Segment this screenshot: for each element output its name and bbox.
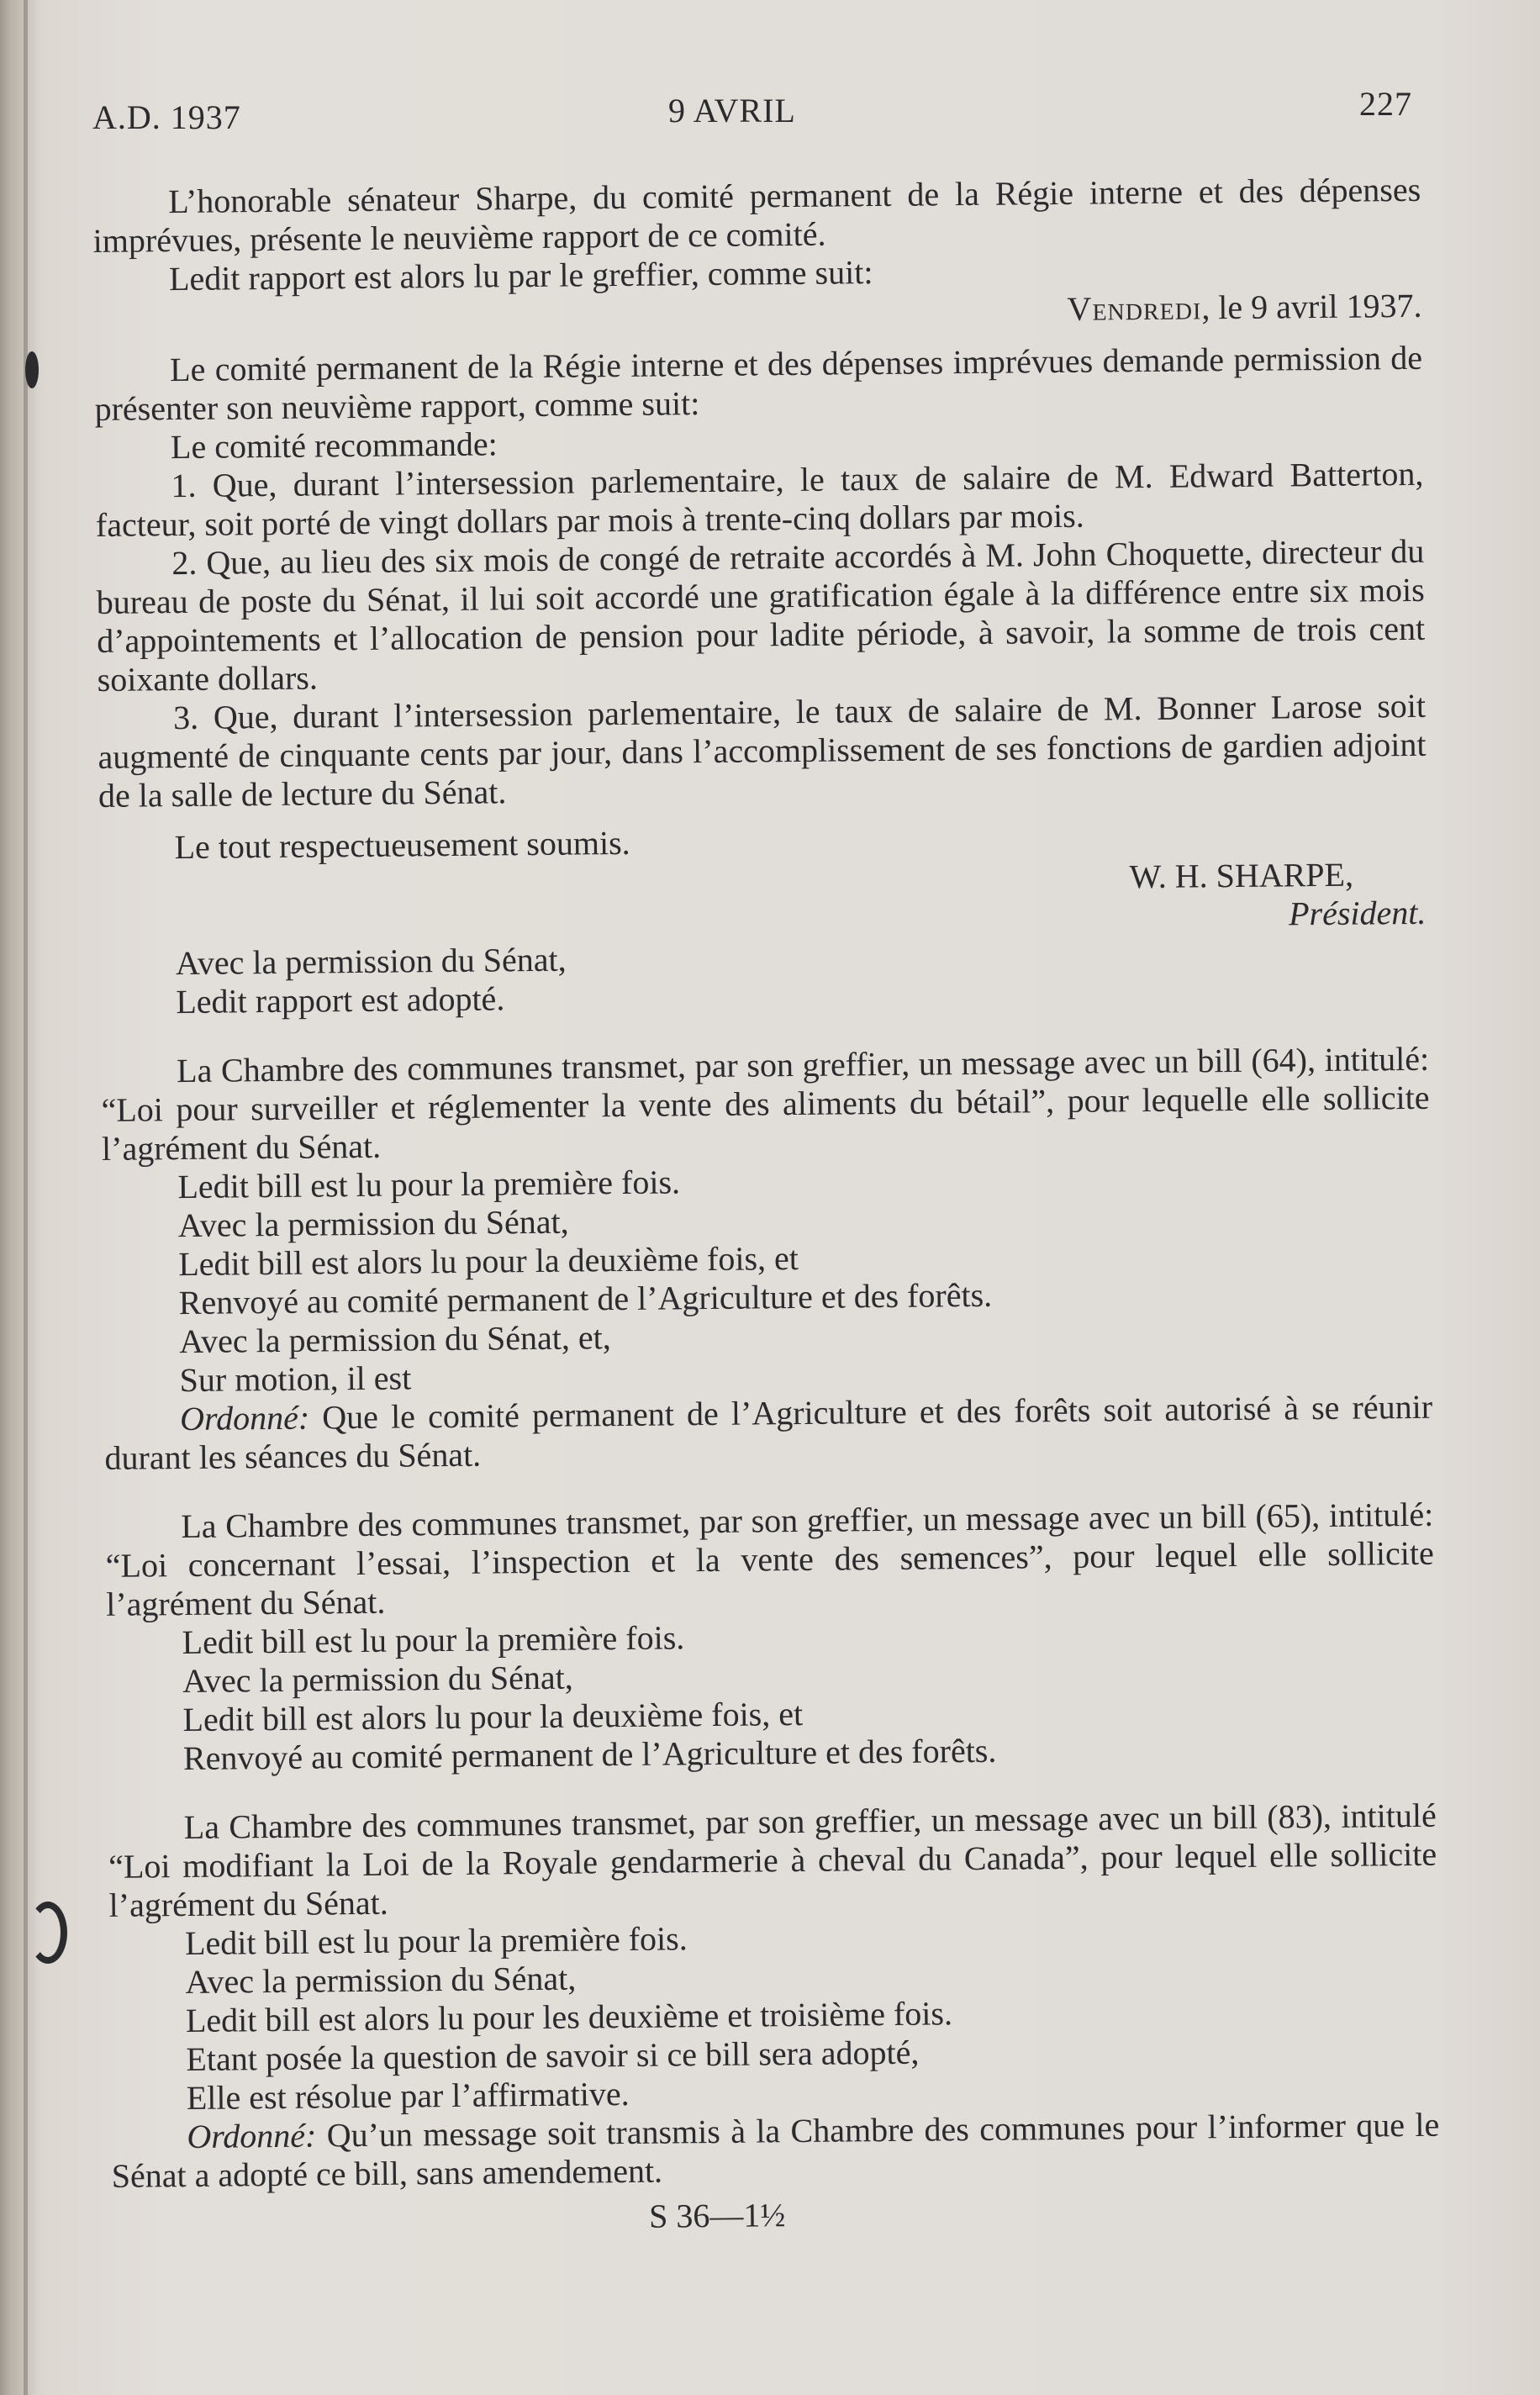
page-header: [92, 84, 1412, 135]
proceeding-line: Ledit bill est lu pour la première fois.: [182, 1618, 685, 1662]
paragraph: Le tout respectueusement soumis.: [174, 823, 630, 867]
paragraph: Le comité recommande:: [170, 425, 498, 467]
proceeding-line: Avec la permission du Sénat, et,: [179, 1318, 611, 1361]
proceeding-line: Elle est résolue par l’affirmative.: [186, 2074, 630, 2118]
proceeding-line: Ledit bill est alors lu pour la deuxième fois, et: [182, 1694, 804, 1739]
order-paragraph: [111, 2106, 1440, 2196]
signature: W. H. SHARPE,: [1129, 855, 1354, 896]
order-paragraph: [104, 1388, 1433, 1478]
header-year: A.D. 1937: [92, 98, 241, 136]
proceeding-line: Ledit bill est alors lu pour la deuxième fois, et: [178, 1238, 799, 1284]
paragraph: Avec la permission du Sénat,: [175, 940, 567, 983]
order-label: Ordonné:: [179, 1398, 310, 1438]
proceeding-line: Ledit bill est lu pour la première fois.: [177, 1163, 681, 1206]
header-date: 9 AVRIL: [668, 92, 796, 129]
proceeding-line: Ledit bill est alors lu pour les deuxième et troisième fois.: [185, 1994, 953, 2040]
order-text: Qu’un message soit transmis à la Chambre des communes pour l’informer que le Sénat a adopté ce bill, sans amendement.: [111, 2105, 1440, 2195]
paragraph: Le comité permanent de la Régie interne et des dépenses imprévues demande permission de présenter son neuvième rapport, comme suit:: [94, 338, 1423, 428]
proceeding-line: Avec la permission du Sénat,: [182, 1658, 574, 1701]
page-number: 227: [1359, 85, 1412, 123]
binding-hole: [29, 1902, 67, 1964]
paragraph: L’honorable sénateur Sharpe, du comité permanent de la Régie interne et des dépenses imprévues, présente le neuvième rapport de ce comité.: [92, 170, 1421, 260]
bill-message: La Chambre des communes transmet, par son greffier, un message avec un bill (64), intitulé: “Loi pour surveiller et réglementer la vente des aliments du bétail”, pour lequelle elle sollicite l’agrément du Sénat.: [101, 1039, 1430, 1168]
recommendation-item: 2. Que, au lieu des six mois de congé de retraite accordés à M. John Choquette, directeur du bureau de poste du Sénat, il lui soit accordé une gratification égale à la différence entre six mois d’appointements et l’allocation de pension pour ladite période, à savoir, la somme de trois cent soixante dollars.: [96, 531, 1426, 699]
bill-message: La Chambre des communes transmet, par son greffier, un message avec un bill (65), intitulé: “Loi concernant l’essai, l’inspection et la vente des semences”, pour lequel elle sollicite l’agrément du Sénat.: [105, 1495, 1434, 1623]
bill-message: La Chambre des communes transmet, par son greffier, un message avec un bill (83), intitulé “Loi modifiant la Loi de la Royale gendarmerie à cheval du Canada”, pour lequel elle sollicite l’agrément du Sénat.: [108, 1796, 1437, 1924]
proceeding-line: Avec la permission du Sénat,: [185, 1959, 577, 2002]
page-body: [92, 171, 1440, 2241]
order-text: Que le comité permanent de l’Agriculture et des forêts soit autorisé à se réunir durant les séances du Sénat.: [104, 1387, 1433, 1477]
binding-hole: [25, 351, 39, 388]
proceeding-line: Ledit bill est lu pour la première fois.: [184, 1919, 688, 1963]
paragraph: Ledit rapport est adopté.: [176, 979, 505, 1021]
printer-signature-mark: S 36—1½: [648, 2196, 786, 2235]
signature-title: Président.: [1288, 893, 1427, 933]
proceeding-line: Renvoyé au comité permanent de l’Agriculture et des forêts.: [178, 1275, 993, 1322]
recommendation-item: 1. Que, durant l’intersession parlementaire, le taux de salaire de M. Edward Batterton, facteur, soit porté de vingt dollars par mois à trente-cinq dollars par mois.: [95, 454, 1424, 544]
proceeding-line: Sur motion, il est: [179, 1358, 412, 1400]
paragraph: Ledit rapport est alors lu par le greffier, comme suit:: [168, 253, 873, 298]
order-label: Ordonné:: [187, 2116, 317, 2156]
recommendation-item: 3. Que, durant l’intersession parlementaire, le taux de salaire de M. Bonner Larose soit augmenté de cinquante cents par jour, dans l’accomplissement de ses fonctions de gardien adjoint de la salle de lecture du Sénat.: [98, 686, 1427, 815]
proceeding-line: Etant posée la question de savoir si ce bill sera adopté,: [186, 2033, 920, 2079]
proceeding-line: Renvoyé au comité permanent de l’Agriculture et des forêts.: [182, 1731, 997, 1778]
report-date-rest: , le 9 avril 1937.: [1201, 286, 1422, 327]
report-date-day: Vendredi: [1067, 288, 1202, 328]
proceeding-line: Avec la permission du Sénat,: [177, 1202, 569, 1245]
